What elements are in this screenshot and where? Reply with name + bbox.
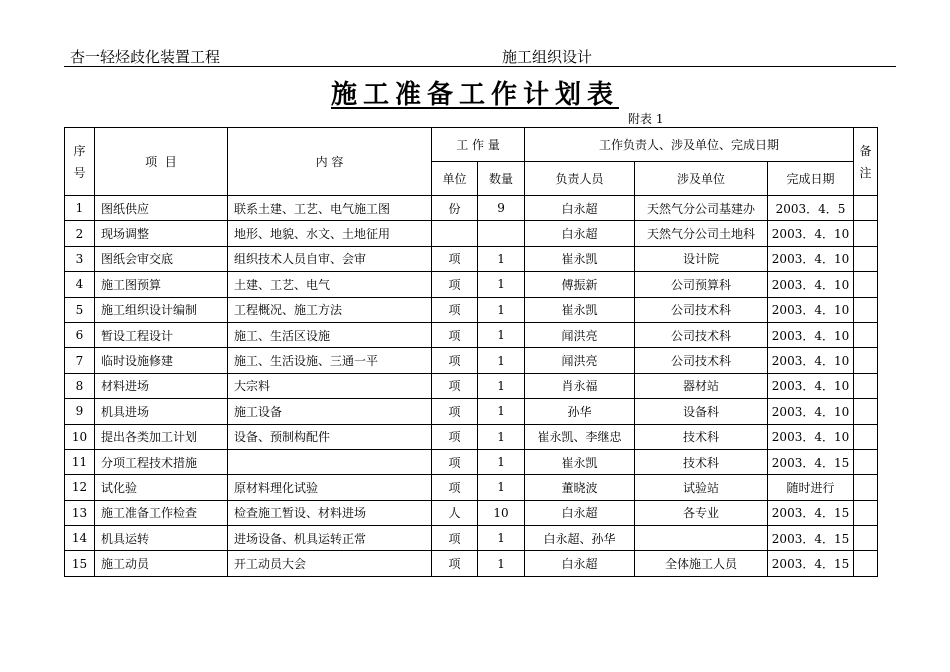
cell-unit: 项 <box>432 526 478 551</box>
cell-dept: 器材站 <box>635 373 768 398</box>
cell-item: 暂设工程设计 <box>95 322 228 347</box>
cell-no: 8 <box>65 373 95 398</box>
cell-dept: 公司技术科 <box>635 297 768 322</box>
table-row <box>65 322 878 347</box>
preparation-plan-table <box>64 127 878 577</box>
table-row <box>65 449 878 474</box>
cell-qty: 1 <box>478 475 525 500</box>
cell-item: 施工图预算 <box>95 272 228 297</box>
cell-dept: 天然气分公司土地科 <box>635 221 768 246</box>
cell-item: 图纸供应 <box>95 196 228 221</box>
cell-item: 提出各类加工计划 <box>95 424 228 449</box>
cell-item: 材料进场 <box>95 373 228 398</box>
cell-qty: 1 <box>478 297 525 322</box>
table-row <box>65 526 878 551</box>
cell-remark <box>854 500 878 525</box>
cell-qty: 1 <box>478 399 525 424</box>
cell-date: 2003．4．10 <box>768 348 854 373</box>
col-header-seq: 序号 <box>65 128 95 196</box>
cell-no: 12 <box>65 475 95 500</box>
cell-unit: 项 <box>432 399 478 424</box>
page-header <box>64 42 896 67</box>
cell-content: 开工动员大会 <box>228 551 432 576</box>
cell-item: 机具进场 <box>95 399 228 424</box>
table-row <box>65 196 878 221</box>
cell-no: 1 <box>65 196 95 221</box>
cell-date: 2003．4．15 <box>768 526 854 551</box>
cell-content: 施工、生活区设施 <box>228 322 432 347</box>
cell-no: 10 <box>65 424 95 449</box>
cell-date: 2003．4．15 <box>768 500 854 525</box>
cell-remark <box>854 348 878 373</box>
cell-no: 11 <box>65 449 95 474</box>
table-row <box>65 424 878 449</box>
cell-person: 董晓波 <box>525 475 635 500</box>
cell-remark <box>854 272 878 297</box>
project-name: 杏一轻烃歧化装置工程 <box>70 48 221 66</box>
cell-unit: 项 <box>432 246 478 271</box>
cell-date: 2003．4．5 <box>768 196 854 221</box>
cell-item: 施工准备工作检查 <box>95 500 228 525</box>
cell-remark <box>854 373 878 398</box>
cell-dept: 设计院 <box>635 246 768 271</box>
table-row <box>65 373 878 398</box>
cell-remark <box>854 399 878 424</box>
cell-person: 闻洪亮 <box>525 322 635 347</box>
cell-person: 白永超、孙华 <box>525 526 635 551</box>
cell-person: 崔永凯、李继忠 <box>525 424 635 449</box>
cell-item: 施工动员 <box>95 551 228 576</box>
cell-date: 2003．4．15 <box>768 551 854 576</box>
cell-qty: 1 <box>478 373 525 398</box>
table-row <box>65 348 878 373</box>
col-header-content: 内 容 <box>228 128 432 196</box>
cell-person: 白永超 <box>525 221 635 246</box>
cell-date: 2003．4．10 <box>768 272 854 297</box>
cell-no: 13 <box>65 500 95 525</box>
cell-item: 施工组织设计编制 <box>95 297 228 322</box>
col-header-remark: 备注 <box>854 128 878 196</box>
table-row <box>65 221 878 246</box>
col-header-date: 完成日期 <box>768 162 854 196</box>
cell-qty <box>478 221 525 246</box>
cell-no: 7 <box>65 348 95 373</box>
cell-content: 设备、预制构配件 <box>228 424 432 449</box>
cell-item: 临时设施修建 <box>95 348 228 373</box>
cell-content: 进场设备、机具运转正常 <box>228 526 432 551</box>
cell-unit: 份 <box>432 196 478 221</box>
cell-no: 9 <box>65 399 95 424</box>
page-title <box>0 74 950 111</box>
table-row <box>65 551 878 576</box>
cell-qty: 1 <box>478 272 525 297</box>
cell-no: 14 <box>65 526 95 551</box>
col-header-item: 项 目 <box>95 128 228 196</box>
cell-person: 闻洪亮 <box>525 348 635 373</box>
cell-qty: 1 <box>478 526 525 551</box>
cell-remark <box>854 221 878 246</box>
cell-content: 联系土建、工艺、电气施工图 <box>228 196 432 221</box>
table-row <box>65 399 878 424</box>
cell-date: 2003．4．10 <box>768 246 854 271</box>
cell-remark <box>854 246 878 271</box>
cell-no: 15 <box>65 551 95 576</box>
cell-item: 现场调整 <box>95 221 228 246</box>
cell-unit: 人 <box>432 500 478 525</box>
cell-date: 2003．4．10 <box>768 297 854 322</box>
cell-date: 2003．4．10 <box>768 373 854 398</box>
cell-person: 崔永凯 <box>525 297 635 322</box>
cell-content: 土建、工艺、电气 <box>228 272 432 297</box>
col-header-workload: 工 作 量 <box>432 128 525 162</box>
col-header-dept: 涉及单位 <box>635 162 768 196</box>
cell-person: 肖永福 <box>525 373 635 398</box>
cell-person: 崔永凯 <box>525 449 635 474</box>
cell-person: 傅振新 <box>525 272 635 297</box>
col-header-unit: 单位 <box>432 162 478 196</box>
cell-dept: 公司技术科 <box>635 348 768 373</box>
cell-person: 白永超 <box>525 196 635 221</box>
cell-dept: 试验站 <box>635 475 768 500</box>
cell-dept: 各专业 <box>635 500 768 525</box>
cell-dept: 公司技术科 <box>635 322 768 347</box>
cell-date: 2003．4．15 <box>768 449 854 474</box>
cell-qty: 1 <box>478 551 525 576</box>
cell-no: 3 <box>65 246 95 271</box>
cell-content: 地形、地貌、水文、土地征用 <box>228 221 432 246</box>
table-row <box>65 500 878 525</box>
cell-dept: 技术科 <box>635 449 768 474</box>
cell-remark <box>854 551 878 576</box>
cell-dept: 全体施工人员 <box>635 551 768 576</box>
header-row-1 <box>65 128 878 162</box>
cell-item: 图纸会审交底 <box>95 246 228 271</box>
cell-person: 孙华 <box>525 399 635 424</box>
cell-remark <box>854 196 878 221</box>
cell-item: 试化验 <box>95 475 228 500</box>
cell-content: 工程概况、施工方法 <box>228 297 432 322</box>
col-header-person: 负责人员 <box>525 162 635 196</box>
cell-content: 大宗料 <box>228 373 432 398</box>
cell-item: 分项工程技术措施 <box>95 449 228 474</box>
cell-content: 检查施工暂设、材料进场 <box>228 500 432 525</box>
cell-no: 4 <box>65 272 95 297</box>
cell-qty: 1 <box>478 322 525 347</box>
cell-remark <box>854 424 878 449</box>
cell-content <box>228 449 432 474</box>
cell-no: 2 <box>65 221 95 246</box>
cell-date: 2003．4．10 <box>768 322 854 347</box>
cell-qty: 10 <box>478 500 525 525</box>
cell-remark <box>854 322 878 347</box>
cell-unit <box>432 221 478 246</box>
cell-dept: 公司预算科 <box>635 272 768 297</box>
cell-unit: 项 <box>432 297 478 322</box>
col-header-responsibility: 工作负责人、涉及单位、完成日期 <box>525 128 854 162</box>
cell-unit: 项 <box>432 551 478 576</box>
cell-no: 5 <box>65 297 95 322</box>
cell-dept: 天然气分公司基建办 <box>635 196 768 221</box>
table-row <box>65 272 878 297</box>
cell-date: 2003．4．10 <box>768 399 854 424</box>
cell-dept <box>635 526 768 551</box>
cell-date: 随时进行 <box>768 475 854 500</box>
cell-content: 原材料理化试验 <box>228 475 432 500</box>
table-row <box>65 297 878 322</box>
cell-dept: 设备科 <box>635 399 768 424</box>
table-row <box>65 475 878 500</box>
cell-qty: 1 <box>478 424 525 449</box>
cell-unit: 项 <box>432 272 478 297</box>
cell-qty: 1 <box>478 246 525 271</box>
appendix-label: 附表 1 <box>628 112 664 126</box>
cell-unit: 项 <box>432 348 478 373</box>
cell-person: 白永超 <box>525 551 635 576</box>
cell-qty: 9 <box>478 196 525 221</box>
cell-no: 6 <box>65 322 95 347</box>
page-title-text: 施工准备工作计划表 <box>330 80 619 110</box>
cell-unit: 项 <box>432 322 478 347</box>
cell-date: 2003．4．10 <box>768 424 854 449</box>
table-row <box>65 246 878 271</box>
cell-unit: 项 <box>432 373 478 398</box>
cell-qty: 1 <box>478 348 525 373</box>
cell-unit: 项 <box>432 449 478 474</box>
cell-unit: 项 <box>432 424 478 449</box>
col-header-qty: 数量 <box>478 162 525 196</box>
cell-content: 施工、生活设施、三通一平 <box>228 348 432 373</box>
cell-remark <box>854 526 878 551</box>
cell-content: 施工设备 <box>228 399 432 424</box>
cell-person: 白永超 <box>525 500 635 525</box>
cell-remark <box>854 475 878 500</box>
cell-dept: 技术科 <box>635 424 768 449</box>
cell-remark <box>854 297 878 322</box>
cell-date: 2003．4．10 <box>768 221 854 246</box>
cell-person: 崔永凯 <box>525 246 635 271</box>
cell-content: 组织技术人员自审、会审 <box>228 246 432 271</box>
document-type: 施工组织设计 <box>502 48 593 66</box>
cell-qty: 1 <box>478 449 525 474</box>
cell-unit: 项 <box>432 475 478 500</box>
cell-remark <box>854 449 878 474</box>
cell-item: 机具运转 <box>95 526 228 551</box>
